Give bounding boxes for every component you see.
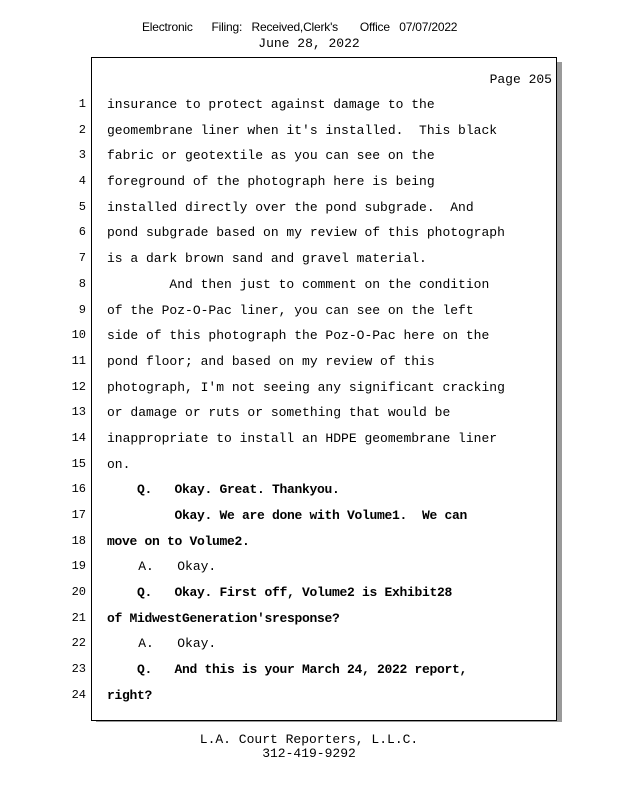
line-number: 21 <box>71 610 86 625</box>
line-number: 9 <box>78 302 86 317</box>
transcript-line: insurance to protect against damage to the <box>107 97 435 112</box>
transcript-line: Q. And this is your March 24, 2022 report, <box>107 662 468 678</box>
transcript-line: of MidwestGeneration'sresponse? <box>107 610 340 626</box>
footer <box>0 733 618 761</box>
transcript-line: And then just to comment on the condition <box>107 276 490 292</box>
transcript-page-frame <box>91 57 557 721</box>
line-number: 2 <box>78 122 86 137</box>
line-number: 10 <box>71 328 86 343</box>
transcript-line: Q. Okay. First off, Volume2 is Exhibit28 <box>107 585 453 601</box>
transcript-line: A. Okay. <box>107 559 217 575</box>
line-number: 17 <box>71 508 86 522</box>
line-number: 11 <box>71 353 86 368</box>
line-number: 18 <box>71 533 86 548</box>
line-number: 3 <box>78 148 86 163</box>
transcript-line: right? <box>107 687 153 703</box>
line-number: 1 <box>78 97 86 111</box>
line-number: 5 <box>78 199 86 214</box>
line-number: 4 <box>78 174 86 189</box>
line-number: 15 <box>71 456 86 471</box>
line-number: 14 <box>71 430 86 445</box>
line-number: 23 <box>71 662 86 677</box>
line-number: 20 <box>71 585 86 600</box>
transcript-line: Q. Okay. Great. Thankyou. <box>107 482 340 498</box>
line-number: 24 <box>71 687 86 702</box>
line-number-column <box>60 92 86 709</box>
transcript-line: pond floor; and based on my review of this <box>107 353 435 369</box>
transcript-line: side of this photograph the Poz-O-Pac here on the <box>107 328 490 344</box>
page-number: Page 205 <box>489 72 552 87</box>
transcript-line: is a dark brown sand and gravel material. <box>107 251 427 267</box>
transcript-line: or damage or ruts or something that would be <box>107 405 451 421</box>
line-number: 6 <box>78 225 86 240</box>
transcript-line: Okay. We are done with Volume1. We can <box>107 508 468 523</box>
transcript-date: June 28, 2022 <box>258 36 360 51</box>
line-number: 7 <box>78 251 86 266</box>
transcript-line: installed directly over the pond subgrade. And <box>107 199 474 215</box>
transcript-line: on. <box>107 456 131 472</box>
line-number: 22 <box>71 636 86 651</box>
filing-stamp: Electronic Filing: Received,Clerk's Office 07/07/2022 <box>142 20 458 34</box>
reporter-company: L.A. Court Reporters, L.L.C. <box>199 732 419 747</box>
line-number: 16 <box>71 482 86 497</box>
line-number: 12 <box>71 379 86 394</box>
transcript-line: inappropriate to install an HDPE geomembrane liner <box>107 430 498 446</box>
transcript-lines <box>107 92 552 709</box>
transcript-line: foreground of the photograph here is being <box>107 174 435 190</box>
line-number: 19 <box>71 559 86 574</box>
transcript-line: geomembrane liner when it's installed. This black <box>107 122 498 138</box>
transcript-line: move on to Volume2. <box>107 533 250 549</box>
transcript-line: photograph, I'm not seeing any significant cracking <box>107 379 505 395</box>
transcript-line: of the Poz-O-Pac liner, you can see on the left <box>107 302 474 318</box>
transcript-line: pond subgrade based on my review of this photograph <box>107 225 505 241</box>
line-number: 13 <box>71 405 86 420</box>
transcript-line: fabric or geotextile as you can see on the <box>107 148 435 164</box>
reporter-phone: 312-419-9292 <box>262 746 356 761</box>
line-number: 8 <box>78 276 86 291</box>
transcript-line: A. Okay. <box>107 636 217 652</box>
